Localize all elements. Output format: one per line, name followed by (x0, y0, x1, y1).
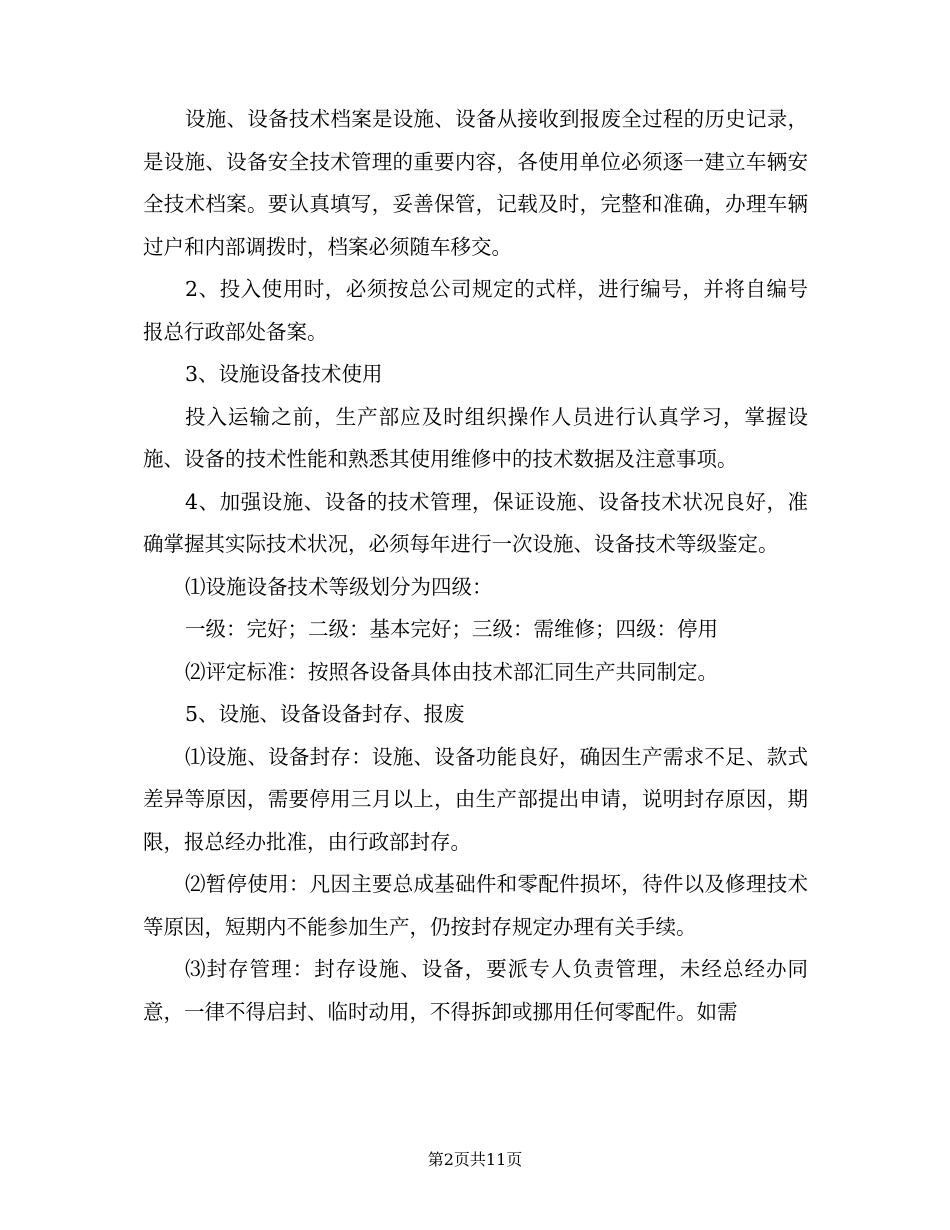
paragraph-item-5-2: ⑵暂停使用：凡因主要总成基础件和零配件损坏，待件以及修理技术等原因，短期内不能参加生产，仍按封存规定办理有关手续。 (143, 872, 808, 939)
paragraph-item-5-1: ⑴设施、设备封存：设施、设备功能良好，确因生产需求不足、款式差异等原因，需要停用三月以上，由生产部提出申请，说明封存原因，期限，报总经办批准，由行政部封存。 (143, 744, 808, 854)
paragraph-item-3-body: 投入运输之前，生产部应及时组织操作人员进行认真学习，掌握设施、设备的技术性能和熟悉其使用维修中的技术数据及注意事项。 (143, 404, 808, 471)
paragraph-item-4-1: ⑴设施设备技术等级划分为四级： (185, 574, 493, 599)
paragraph-archive-intro: 设施、设备技术档案是设施、设备从接收到报废全过程的历史记录，是设施、设备安全技术管理的重要内容，各使用单位必须逐一建立车辆安全技术档案。要认真填写，妥善保管，记载及时，完整和准确，办理车辆过户和内部调拨时，档案必须随车移交。 (143, 107, 808, 259)
paragraph-grade-levels: 一级：完好；二级：基本完好；三级：需维修；四级：停用 (185, 617, 718, 641)
paragraph-item-4: 4、加强设施、设备的技术管理，保证设施、设备技术状况良好，准确掌握其实际技术状况，必须每年进行一次设施、设备技术等级鉴定。 (143, 489, 808, 556)
page-number-footer: 第2页共11页 (427, 1150, 523, 1169)
paragraph-item-5-heading: 5、设施、设备设备封存、报废 (185, 702, 465, 726)
document-body (143, 98, 808, 1033)
paragraph-item-3-heading: 3、设施设备技术使用 (185, 362, 383, 386)
paragraph-item-2: 2、投入使用时，必须按总公司规定的式样，进行编号，并将自编号报总行政部处备案。 (143, 277, 808, 344)
paragraph-item-5-3: ⑶封存管理：封存设施、设备，要派专人负责管理，未经总经办同意，一律不得启封、临时动用，不得拆卸或挪用任何零配件。如需 (143, 957, 808, 1024)
paragraph-item-4-2: ⑵评定标准：按照各设备具体由技术部汇同生产共同制定。 (185, 659, 718, 684)
